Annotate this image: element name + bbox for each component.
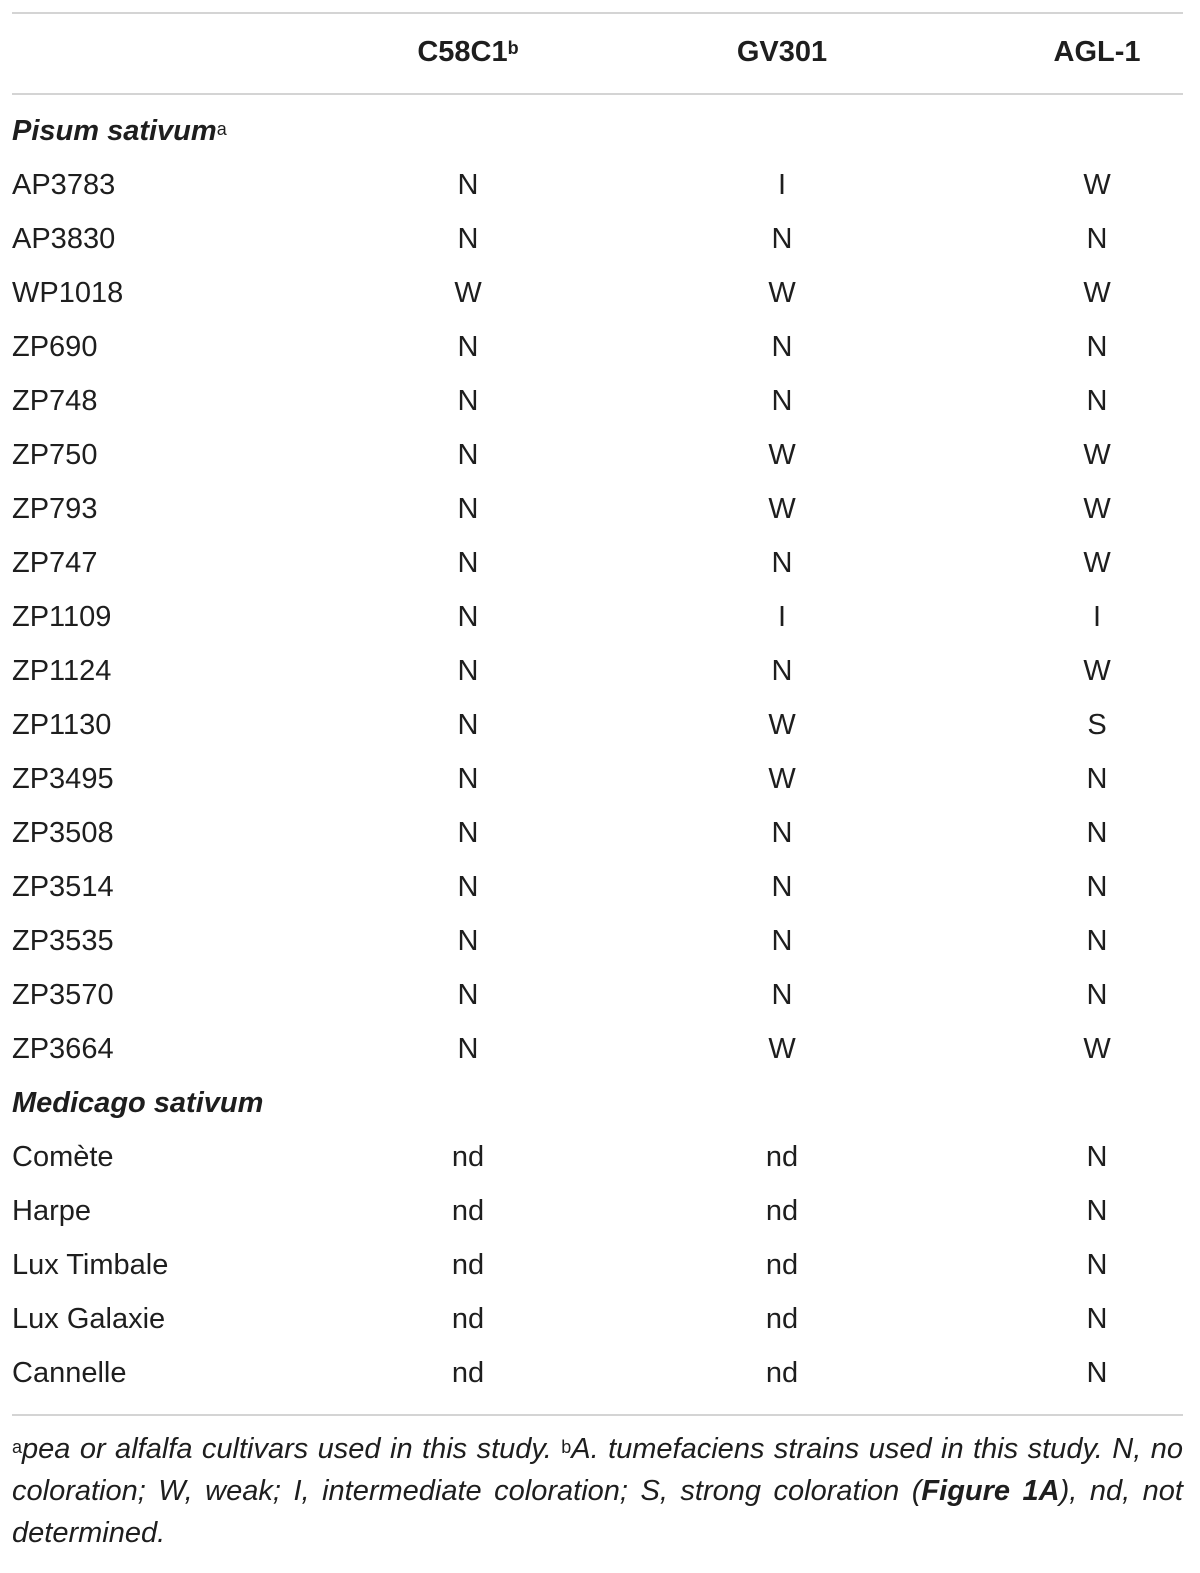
c58c1-cell: N xyxy=(457,1033,479,1065)
column-header-gv301: GV301 xyxy=(736,36,828,68)
cultivar-cell: ZP1109 xyxy=(12,601,112,633)
footnote-superscript-b: b xyxy=(561,1437,572,1457)
agl1-cell: W xyxy=(1083,169,1111,201)
c58c1-cell: N xyxy=(457,763,479,795)
gv301-cell: I xyxy=(777,601,787,633)
table-header-rule xyxy=(12,93,1183,95)
footnote-text-b: A. tumefaciens strains used in this study. N, no coloration; W, weak; I, intermediate coloration; S, strong coloration ( xyxy=(12,1433,1183,1507)
agl1-cell: N xyxy=(1086,223,1108,255)
c58c1-cell: W xyxy=(454,277,482,309)
c58c1-cell: N xyxy=(457,385,479,417)
agl1-cell: W xyxy=(1083,655,1111,687)
c58c1-cell: nd xyxy=(451,1249,485,1281)
table-row xyxy=(0,644,1200,698)
gv301-cell: N xyxy=(771,925,793,957)
table-row xyxy=(0,1346,1200,1400)
gv301-cell: N xyxy=(771,979,793,1011)
c58c1-cell: N xyxy=(457,493,479,525)
cultivar-cell: ZP748 xyxy=(12,385,98,417)
gv301-cell: W xyxy=(768,277,796,309)
c58c1-cell: N xyxy=(457,601,479,633)
c58c1-cell: N xyxy=(457,709,479,741)
gv301-cell: N xyxy=(771,655,793,687)
cultivar-cell: AP3830 xyxy=(12,223,116,255)
column-header-c58c1-label: C58C1 xyxy=(417,36,508,68)
gv301-cell: nd xyxy=(765,1195,799,1227)
cultivar-cell: ZP3508 xyxy=(12,817,114,849)
agl1-cell: S xyxy=(1087,709,1107,741)
table-row xyxy=(0,266,1200,320)
table-row xyxy=(0,914,1200,968)
footnote-superscript-a: a xyxy=(12,1437,23,1457)
cultivar-cell: ZP3535 xyxy=(12,925,114,957)
cultivar-cell: WP1018 xyxy=(12,277,124,309)
section-header-row xyxy=(0,104,1200,158)
agl1-cell: N xyxy=(1086,979,1108,1011)
agl1-cell: N xyxy=(1086,925,1108,957)
agl1-cell: N xyxy=(1086,817,1108,849)
agl1-cell: N xyxy=(1086,1141,1108,1173)
agl1-cell: N xyxy=(1086,1195,1108,1227)
table-row xyxy=(0,806,1200,860)
agl1-cell: N xyxy=(1086,763,1108,795)
gv301-cell: nd xyxy=(765,1141,799,1173)
gv301-cell: N xyxy=(771,385,793,417)
footnote-text-a: pea or alfalfa cultivars used in this study. xyxy=(22,1433,562,1465)
cultivar-cell: ZP793 xyxy=(12,493,98,525)
section-title-superscript: a xyxy=(216,119,227,139)
section-title xyxy=(12,104,227,158)
gv301-cell: nd xyxy=(765,1249,799,1281)
table-row xyxy=(0,212,1200,266)
c58c1-cell: N xyxy=(457,331,479,363)
agl1-cell: N xyxy=(1086,385,1108,417)
gv301-cell: W xyxy=(768,763,796,795)
cultivar-cell: ZP3495 xyxy=(12,763,114,795)
column-header-c58c1 xyxy=(368,34,568,70)
table-row xyxy=(0,752,1200,806)
cultivar-cell: ZP1124 xyxy=(12,655,112,687)
gv301-cell: N xyxy=(771,817,793,849)
table-row xyxy=(0,1022,1200,1076)
table-row xyxy=(0,1184,1200,1238)
gv301-cell: N xyxy=(771,871,793,903)
table-row xyxy=(0,1292,1200,1346)
gv301-cell: W xyxy=(768,439,796,471)
cultivar-cell: ZP747 xyxy=(12,547,98,579)
table-row xyxy=(0,536,1200,590)
c58c1-cell: nd xyxy=(451,1195,485,1227)
column-header-agl1: AGL-1 xyxy=(1053,36,1141,68)
cultivar-cell: ZP3664 xyxy=(12,1033,114,1065)
c58c1-cell: N xyxy=(457,439,479,471)
gv301-cell: I xyxy=(777,169,787,201)
gv301-cell: nd xyxy=(765,1357,799,1389)
cultivar-cell: ZP3514 xyxy=(12,871,114,903)
table-row xyxy=(0,968,1200,1022)
c58c1-cell: N xyxy=(457,817,479,849)
gv301-cell: nd xyxy=(765,1303,799,1335)
agl1-cell: W xyxy=(1083,1033,1111,1065)
c58c1-cell: N xyxy=(457,871,479,903)
cultivar-cell: Lux Timbale xyxy=(12,1249,169,1281)
cultivar-cell: ZP1130 xyxy=(12,709,112,741)
table-header xyxy=(0,12,1200,93)
c58c1-cell: nd xyxy=(451,1303,485,1335)
table-row xyxy=(0,860,1200,914)
table-row xyxy=(0,428,1200,482)
cultivar-cell: Cannelle xyxy=(12,1357,127,1389)
table-row xyxy=(0,1130,1200,1184)
table-row xyxy=(0,1238,1200,1292)
gv301-cell: N xyxy=(771,331,793,363)
cultivar-cell: ZP690 xyxy=(12,331,98,363)
gv301-cell: W xyxy=(768,709,796,741)
c58c1-cell: N xyxy=(457,169,479,201)
table-row xyxy=(0,698,1200,752)
column-header-c58c1-superscript: b xyxy=(507,38,519,58)
table-row xyxy=(0,590,1200,644)
table-body xyxy=(0,104,1200,1400)
section-header-row xyxy=(0,1076,1200,1130)
table-row xyxy=(0,374,1200,428)
table-bottom-rule xyxy=(12,1414,1183,1416)
cultivar-cell: ZP3570 xyxy=(12,979,114,1011)
agl1-cell: N xyxy=(1086,1357,1108,1389)
c58c1-cell: N xyxy=(457,979,479,1011)
c58c1-cell: N xyxy=(457,547,479,579)
section-title-text: Pisum sativum xyxy=(12,115,217,147)
agl1-cell: N xyxy=(1086,1303,1108,1335)
c58c1-cell: N xyxy=(457,655,479,687)
section-title xyxy=(12,1076,263,1130)
table-footnote xyxy=(12,1428,1183,1554)
cultivar-cell: Lux Galaxie xyxy=(12,1303,166,1335)
cultivar-cell: AP3783 xyxy=(12,169,116,201)
gv301-cell: N xyxy=(771,547,793,579)
agl1-cell: N xyxy=(1086,871,1108,903)
c58c1-cell: N xyxy=(457,223,479,255)
c58c1-cell: N xyxy=(457,925,479,957)
agl1-cell: N xyxy=(1086,1249,1108,1281)
agl1-cell: W xyxy=(1083,547,1111,579)
cultivar-cell: Harpe xyxy=(12,1195,91,1227)
cultivar-cell: Comète xyxy=(12,1141,114,1173)
section-title-text: Medicago sativum xyxy=(12,1087,264,1119)
gv301-cell: N xyxy=(771,223,793,255)
table-row xyxy=(0,482,1200,536)
gv301-cell: W xyxy=(768,493,796,525)
table-row xyxy=(0,158,1200,212)
gv301-cell: W xyxy=(768,1033,796,1065)
agl1-cell: W xyxy=(1083,493,1111,525)
cultivar-cell: ZP750 xyxy=(12,439,98,471)
footnote-text-c: ), nd, not determined. xyxy=(12,1475,1183,1549)
agl1-cell: W xyxy=(1083,439,1111,471)
table-row xyxy=(0,320,1200,374)
agl1-cell: N xyxy=(1086,331,1108,363)
c58c1-cell: nd xyxy=(451,1141,485,1173)
figure-reference-link[interactable]: Figure 1A xyxy=(921,1475,1060,1507)
agl1-cell: W xyxy=(1083,277,1111,309)
c58c1-cell: nd xyxy=(451,1357,485,1389)
agl1-cell: I xyxy=(1092,601,1102,633)
